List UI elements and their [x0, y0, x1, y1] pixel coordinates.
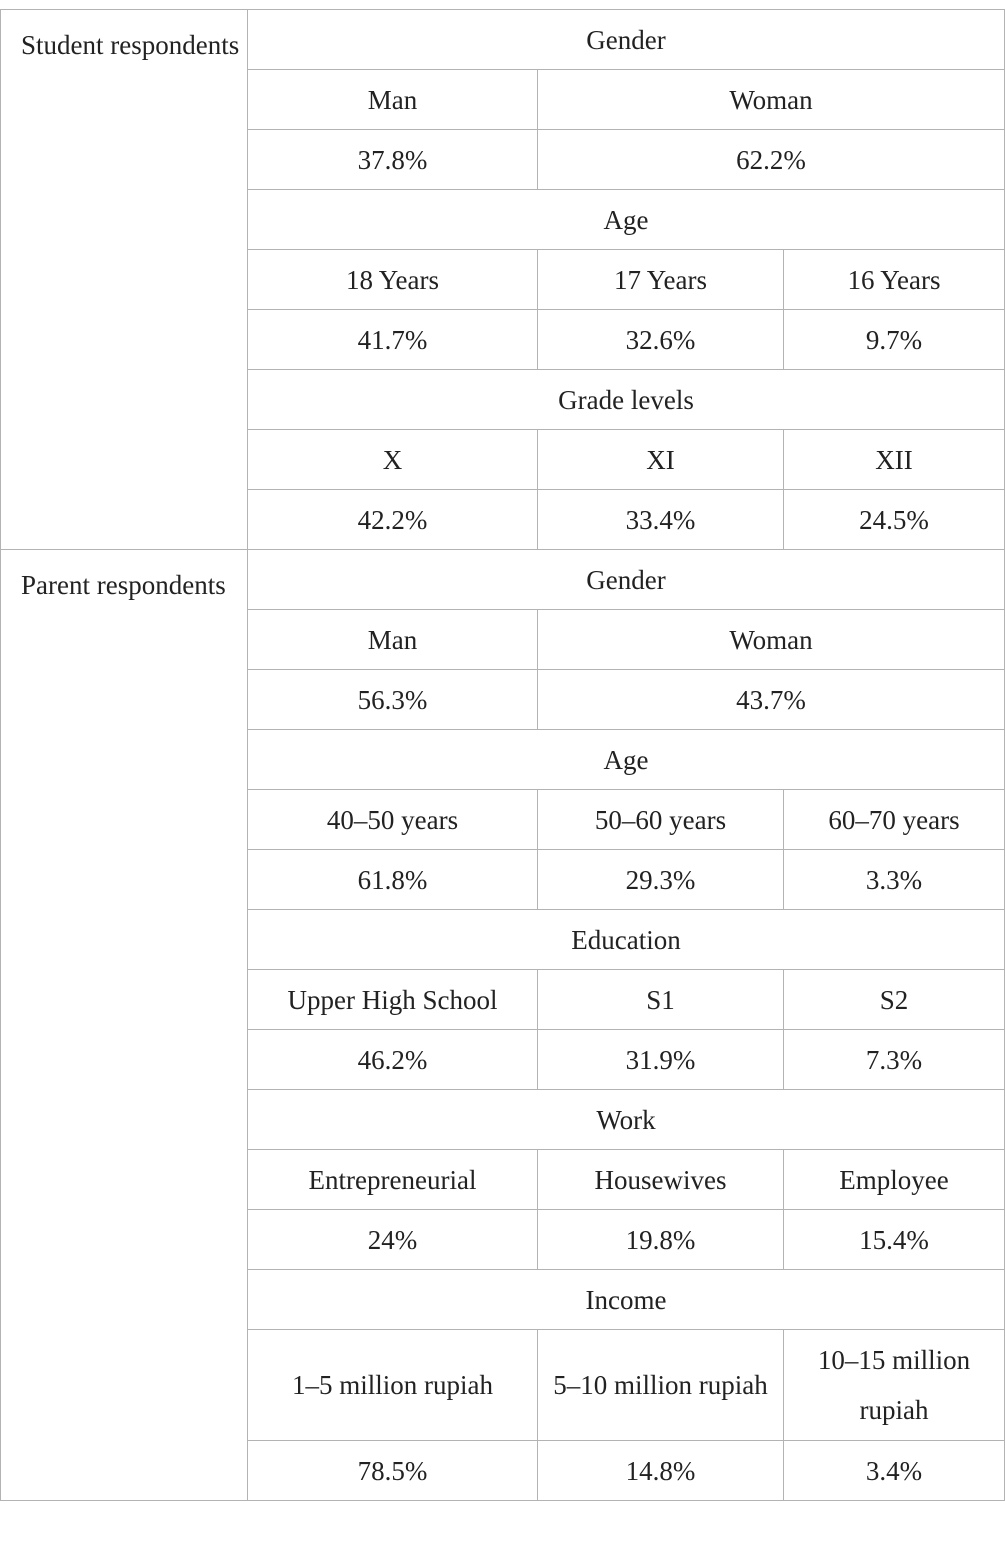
header-cell: 60–70 years — [784, 790, 1005, 850]
section-title-work: Work — [248, 1090, 1005, 1150]
header-cell: Entrepreneurial — [248, 1150, 538, 1210]
header-cell: Woman — [538, 70, 1005, 130]
value-cell: 3.3% — [784, 850, 1005, 910]
value-cell: 41.7% — [248, 310, 538, 370]
table-row — [1, 10, 1005, 70]
header-cell: XI — [538, 430, 784, 490]
header-cell: S1 — [538, 970, 784, 1030]
section-title-income: Income — [248, 1270, 1005, 1330]
respondent-table-container — [0, 9, 1004, 1501]
section-title-parent-gender: Gender — [248, 550, 1005, 610]
value-cell: 7.3% — [784, 1030, 1005, 1090]
value-cell: 9.7% — [784, 310, 1005, 370]
header-cell: 40–50 years — [248, 790, 538, 850]
header-cell: Woman — [538, 610, 1005, 670]
value-cell: 61.8% — [248, 850, 538, 910]
value-cell: 37.8% — [248, 130, 538, 190]
value-cell: 15.4% — [784, 1210, 1005, 1270]
section-title-education: Education — [248, 910, 1005, 970]
header-cell: 18 Years — [248, 250, 538, 310]
value-cell: 42.2% — [248, 490, 538, 550]
value-cell: 31.9% — [538, 1030, 784, 1090]
value-cell: 32.6% — [538, 310, 784, 370]
header-cell: Man — [248, 70, 538, 130]
header-cell: 1–5 million rupiah — [248, 1330, 538, 1441]
header-cell: 10–15 million rupiah — [784, 1330, 1005, 1441]
respondent-demographics-table — [0, 9, 1005, 1501]
header-cell: Employee — [784, 1150, 1005, 1210]
value-cell: 24.5% — [784, 490, 1005, 550]
parent-respondents-label: Parent respondents — [1, 550, 248, 1501]
section-title-grade-levels: Grade levels — [248, 370, 1005, 430]
value-cell: 78.5% — [248, 1441, 538, 1501]
header-cell: X — [248, 430, 538, 490]
header-cell: Housewives — [538, 1150, 784, 1210]
header-cell: S2 — [784, 970, 1005, 1030]
section-title-student-age: Age — [248, 190, 1005, 250]
value-cell: 62.2% — [538, 130, 1005, 190]
header-cell: Man — [248, 610, 538, 670]
student-respondents-label: Student respondents — [1, 10, 248, 550]
table-row — [1, 550, 1005, 610]
value-cell: 56.3% — [248, 670, 538, 730]
header-cell: Upper High School — [248, 970, 538, 1030]
value-cell: 24% — [248, 1210, 538, 1270]
section-title-student-gender: Gender — [248, 10, 1005, 70]
header-cell: XII — [784, 430, 1005, 490]
section-title-parent-age: Age — [248, 730, 1005, 790]
value-cell: 33.4% — [538, 490, 784, 550]
header-cell: 5–10 million rupiah — [538, 1330, 784, 1441]
value-cell: 3.4% — [784, 1441, 1005, 1501]
value-cell: 29.3% — [538, 850, 784, 910]
header-cell: 17 Years — [538, 250, 784, 310]
header-cell: 16 Years — [784, 250, 1005, 310]
value-cell: 14.8% — [538, 1441, 784, 1501]
header-cell: 50–60 years — [538, 790, 784, 850]
value-cell: 43.7% — [538, 670, 1005, 730]
value-cell: 19.8% — [538, 1210, 784, 1270]
value-cell: 46.2% — [248, 1030, 538, 1090]
